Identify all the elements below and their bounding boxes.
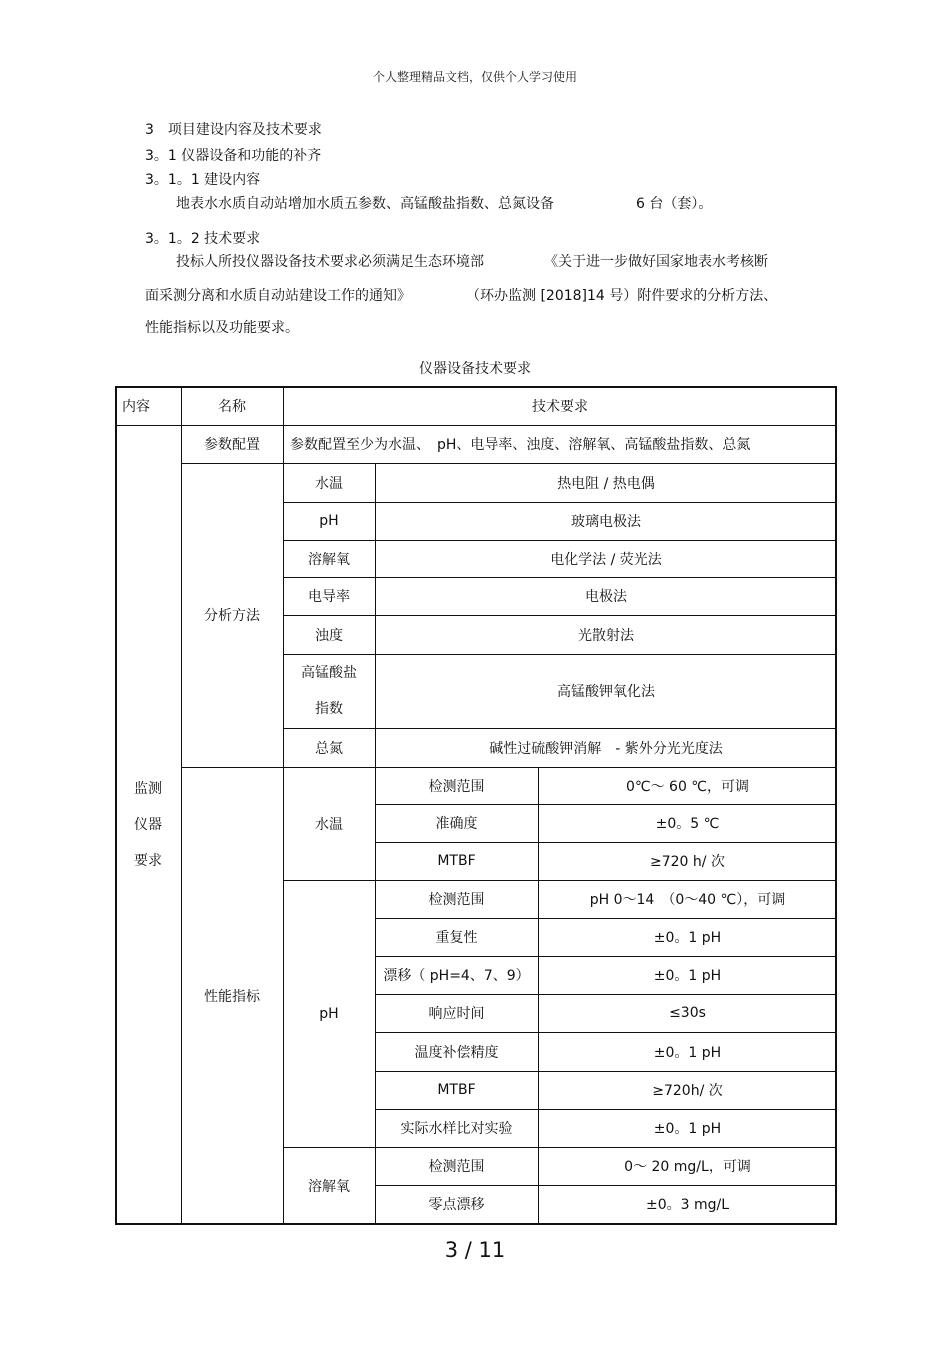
analysis-method-label: 分析方法 [204, 608, 260, 624]
perf-value: ≤30s [669, 1005, 706, 1021]
perf-value: pH 0～14 （0～40 ℃），可调 [589, 892, 786, 908]
paragraph-1-count: 6 台（套）。 [636, 196, 713, 212]
analysis-param: 水温 [315, 475, 343, 492]
analysis-method: 电化学法 / 荧光法 [550, 551, 662, 568]
section-3-1-1-heading: 3。1。1 建设内容 [145, 172, 261, 188]
header-technical-requirements: 技术要求 [532, 398, 588, 415]
perf-value: ±0。1 pH [653, 1121, 722, 1137]
perf-item: 检测范围 [428, 1159, 485, 1175]
perf-item: 重复性 [435, 930, 478, 946]
analysis-param: 浊度 [315, 627, 343, 644]
section-3-1-2-heading: 3。1。2 技术要求 [145, 231, 261, 247]
perf-param-dissolved-oxygen: 溶解氧 [308, 1178, 350, 1195]
perf-value: ≥720h/ 次 [652, 1083, 723, 1099]
group-monitoring-instrument-requirements: 监测 仪器 要求 [134, 780, 162, 869]
perf-value: 0～ 20 mg/L，可调 [624, 1159, 751, 1175]
perf-param-water-temp: 水温 [315, 816, 343, 833]
analysis-param: 总氮 [315, 740, 343, 757]
section-3-1-heading: 3。1 仪器设备和功能的补齐 [145, 148, 322, 164]
perf-value: ±0。3 mg/L [645, 1197, 730, 1213]
perf-item: 准确度 [435, 816, 478, 832]
analysis-param: pH [319, 513, 339, 529]
perf-value: ±0。1 pH [653, 1044, 722, 1061]
paragraph-2-part-3: 面采测分离和水质自动站建设工作的通知》 [145, 288, 411, 304]
perf-item: MTBF [437, 853, 476, 869]
section-3-heading: 3 项目建设内容及技术要求 [145, 122, 322, 138]
analysis-method: 电极法 [585, 589, 627, 605]
perf-item: 检测范围 [428, 892, 485, 908]
param-config-value: 参数配置至少为水温、 pH、电导率、浊度、溶解氧、高锰酸盐指数、总氮 [290, 437, 751, 453]
paragraph-2-part-4: （环办监测 [2018]14 号）附件要求的分析方法、 [466, 288, 778, 304]
paragraph-2-part-1: 投标人所投仪器设备技术要求必须满足生态环境部 [176, 254, 484, 270]
analysis-param: 高锰酸盐 指数 [301, 665, 357, 717]
param-config-label: 参数配置 [204, 437, 260, 453]
perf-item: 实际水样比对实验 [400, 1121, 513, 1137]
analysis-method: 高锰酸钾氧化法 [557, 684, 655, 700]
perf-value: ±0。5 ℃ [655, 816, 720, 832]
perf-item: 检测范围 [428, 778, 485, 795]
perf-param-ph: pH [319, 1005, 339, 1022]
performance-indicator-label: 性能指标 [204, 988, 260, 1005]
perf-item: 零点漂移 [428, 1197, 485, 1213]
paragraph-2-part-5: 性能指标以及功能要求。 [145, 320, 299, 336]
analysis-method: 热电阻 / 热电偶 [557, 475, 655, 492]
analysis-param: 溶解氧 [308, 551, 350, 568]
paragraph-2-part-2: 《关于进一步做好国家地表水考核断 [544, 254, 768, 270]
perf-value: ±0。1 pH [653, 930, 722, 946]
perf-item: 漂移（ pH=4、7、9） [383, 968, 530, 984]
header-name: 名称 [218, 398, 246, 415]
page-number: 3 / 11 [444, 1238, 506, 1262]
paragraph-1: 地表水水质自动站增加水质五参数、高锰酸盐指数、总氮设备 [176, 196, 554, 212]
requirements-table [115, 386, 837, 1224]
table-caption: 仪器设备技术要求 [419, 361, 531, 377]
analysis-param: 电导率 [308, 589, 350, 605]
analysis-method: 碱性过硫酸钾消解 - 紫外分光光度法 [489, 740, 723, 757]
perf-item: MTBF [437, 1082, 476, 1098]
page-header: 个人整理精品文档，仅供个人学习使用 [372, 70, 577, 84]
perf-item: 温度补偿精度 [414, 1044, 499, 1061]
analysis-method: 光散射法 [578, 627, 634, 644]
perf-value: ±0。1 pH [653, 968, 722, 984]
perf-value: 0℃～ 60 ℃，可调 [625, 778, 750, 795]
perf-item: 响应时间 [428, 1006, 485, 1022]
perf-value: ≥720 h/ 次 [650, 854, 725, 870]
analysis-method: 玻璃电极法 [571, 514, 641, 530]
header-content: 内容 [122, 398, 150, 415]
